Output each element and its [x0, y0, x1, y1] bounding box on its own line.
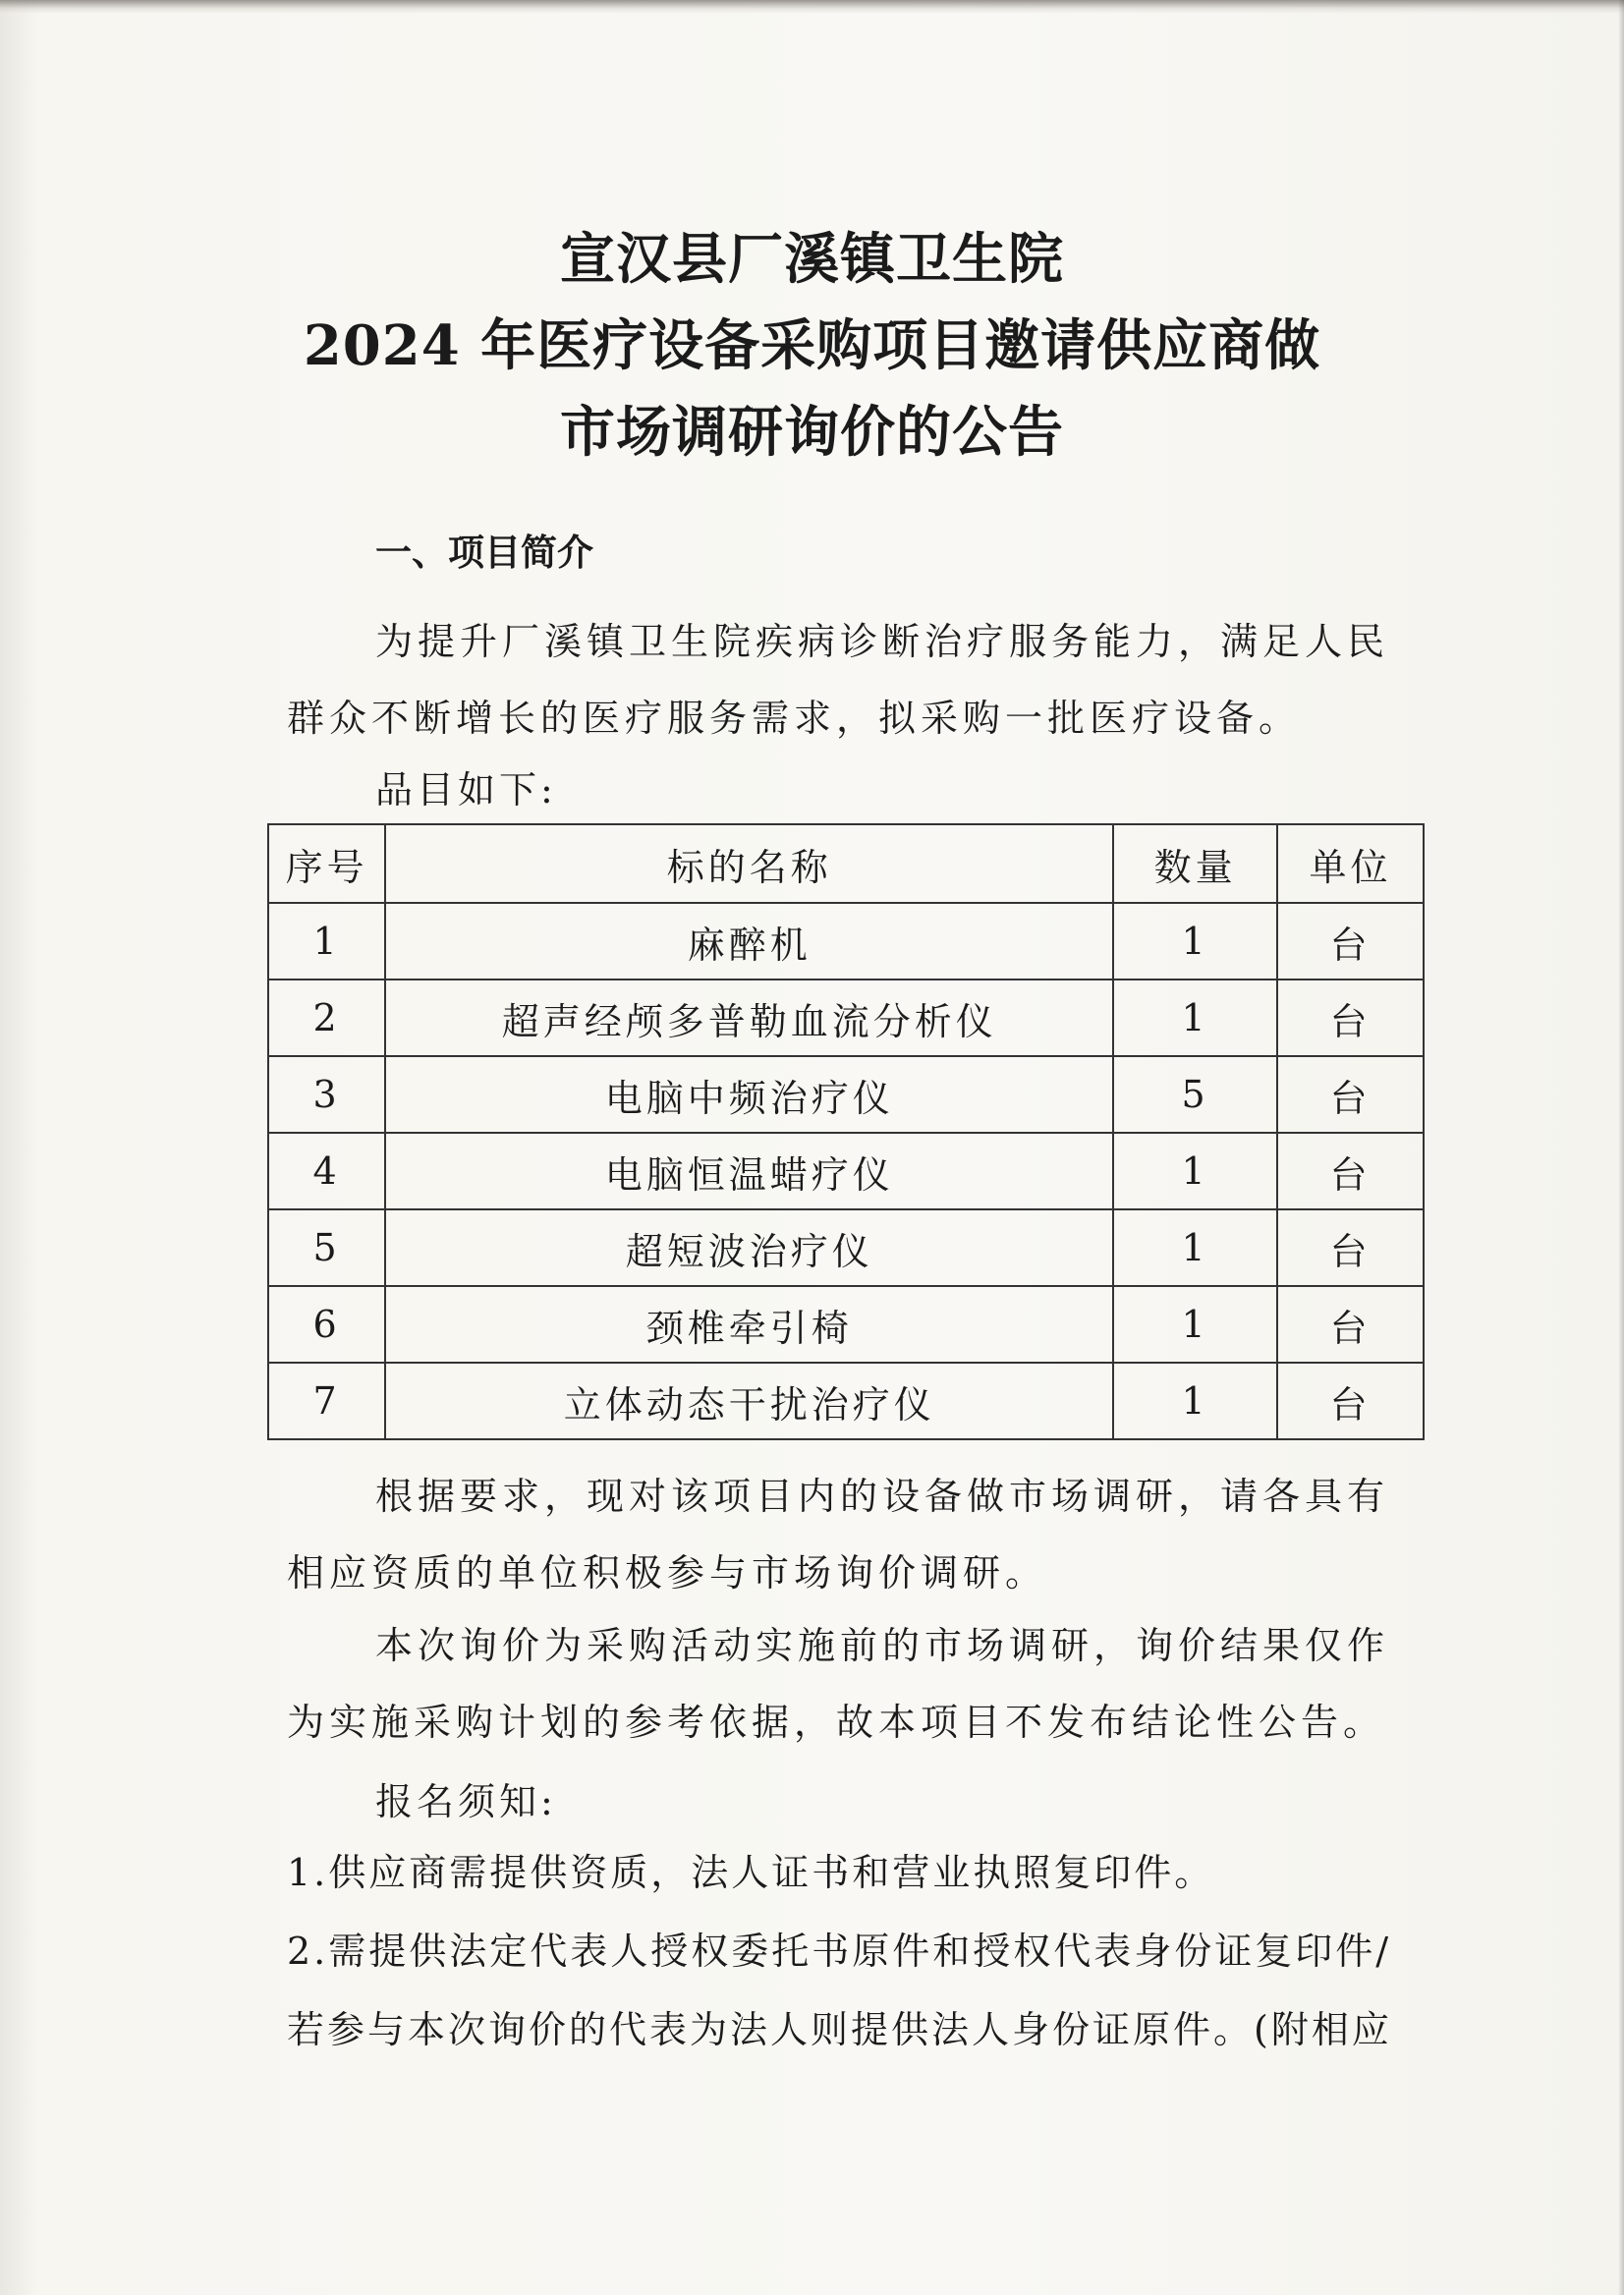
table-row	[268, 1133, 1424, 1209]
title-line-2: 2024 年医疗设备采购项目邀请供应商做	[303, 313, 1321, 378]
cell-seq: 5	[268, 1209, 385, 1286]
requirement-paragraph: 根据要求，现对该项目内的设备做市场调研，请各具有相应资质的单位积极参与市场询价调研。	[287, 1475, 1390, 1595]
title-line-3: 市场调研询价的公告	[560, 400, 1064, 465]
cell-unit: 台	[1277, 1056, 1424, 1133]
cell-name: 超短波治疗仪	[385, 1209, 1113, 1286]
table-header-row	[268, 824, 1424, 903]
cell-seq: 3	[268, 1056, 385, 1133]
registration-item-2: 2.需提供法定代表人授权委托书原件和授权代表身份证复印件/若参与本次询价的代表为法人则提供法人身份证原件。(附相应	[287, 1930, 1392, 2051]
header-unit: 单位	[1277, 824, 1424, 903]
cell-seq: 4	[268, 1133, 385, 1209]
cell-qty: 5	[1113, 1056, 1277, 1133]
items-intro: 品目如下:	[375, 768, 557, 812]
header-qty: 数量	[1113, 824, 1277, 903]
cell-unit: 台	[1277, 1209, 1424, 1286]
table-row	[268, 980, 1424, 1056]
table-row	[268, 903, 1424, 980]
cell-name: 超声经颅多普勒血流分析仪	[385, 980, 1113, 1056]
cell-qty: 1	[1113, 903, 1277, 980]
cell-unit: 台	[1277, 980, 1424, 1056]
registration-heading: 报名须知:	[375, 1780, 557, 1823]
cell-seq: 6	[268, 1286, 385, 1363]
cell-qty: 1	[1113, 1209, 1277, 1286]
cell-unit: 台	[1277, 903, 1424, 980]
cell-unit: 台	[1277, 1286, 1424, 1363]
table-row	[268, 1286, 1424, 1363]
title-line-1: 宣汉县厂溪镇卫生院	[560, 227, 1064, 292]
header-seq: 序号	[268, 824, 385, 903]
items-table	[267, 823, 1425, 1440]
cell-name: 电脑恒温蜡疗仪	[385, 1133, 1113, 1209]
registration-item-1: 1.供应商需提供资质，法人证书和营业执照复印件。	[287, 1851, 1215, 1894]
table-row	[268, 1363, 1424, 1439]
cell-qty: 1	[1113, 1286, 1277, 1363]
cell-qty: 1	[1113, 1363, 1277, 1439]
cell-name: 电脑中频治疗仪	[385, 1056, 1113, 1133]
cell-seq: 2	[268, 980, 385, 1056]
cell-seq: 7	[268, 1363, 385, 1439]
cell-unit: 台	[1277, 1133, 1424, 1209]
scan-top-shadow	[0, 0, 1624, 14]
cell-name: 立体动态干扰治疗仪	[385, 1363, 1113, 1439]
cell-qty: 1	[1113, 1133, 1277, 1209]
project-intro-paragraph: 为提升厂溪镇卫生院疾病诊断治疗服务能力，满足人民群众不断增长的医疗服务需求，拟采购一批医疗设备。	[287, 620, 1390, 740]
cell-name: 麻醉机	[385, 903, 1113, 980]
cell-seq: 1	[268, 903, 385, 980]
note-paragraph: 本次询价为采购活动实施前的市场调研，询价结果仅作为实施采购计划的参考依据，故本项目不发布结论性公告。	[287, 1624, 1390, 1744]
cell-qty: 1	[1113, 980, 1277, 1056]
document-title	[0, 216, 1624, 476]
section-heading-project-intro: 一、项目简介	[375, 532, 593, 574]
cell-unit: 台	[1277, 1363, 1424, 1439]
cell-name: 颈椎牵引椅	[385, 1286, 1113, 1363]
table-row	[268, 1056, 1424, 1133]
table-row	[268, 1209, 1424, 1286]
header-name: 标的名称	[385, 824, 1113, 903]
